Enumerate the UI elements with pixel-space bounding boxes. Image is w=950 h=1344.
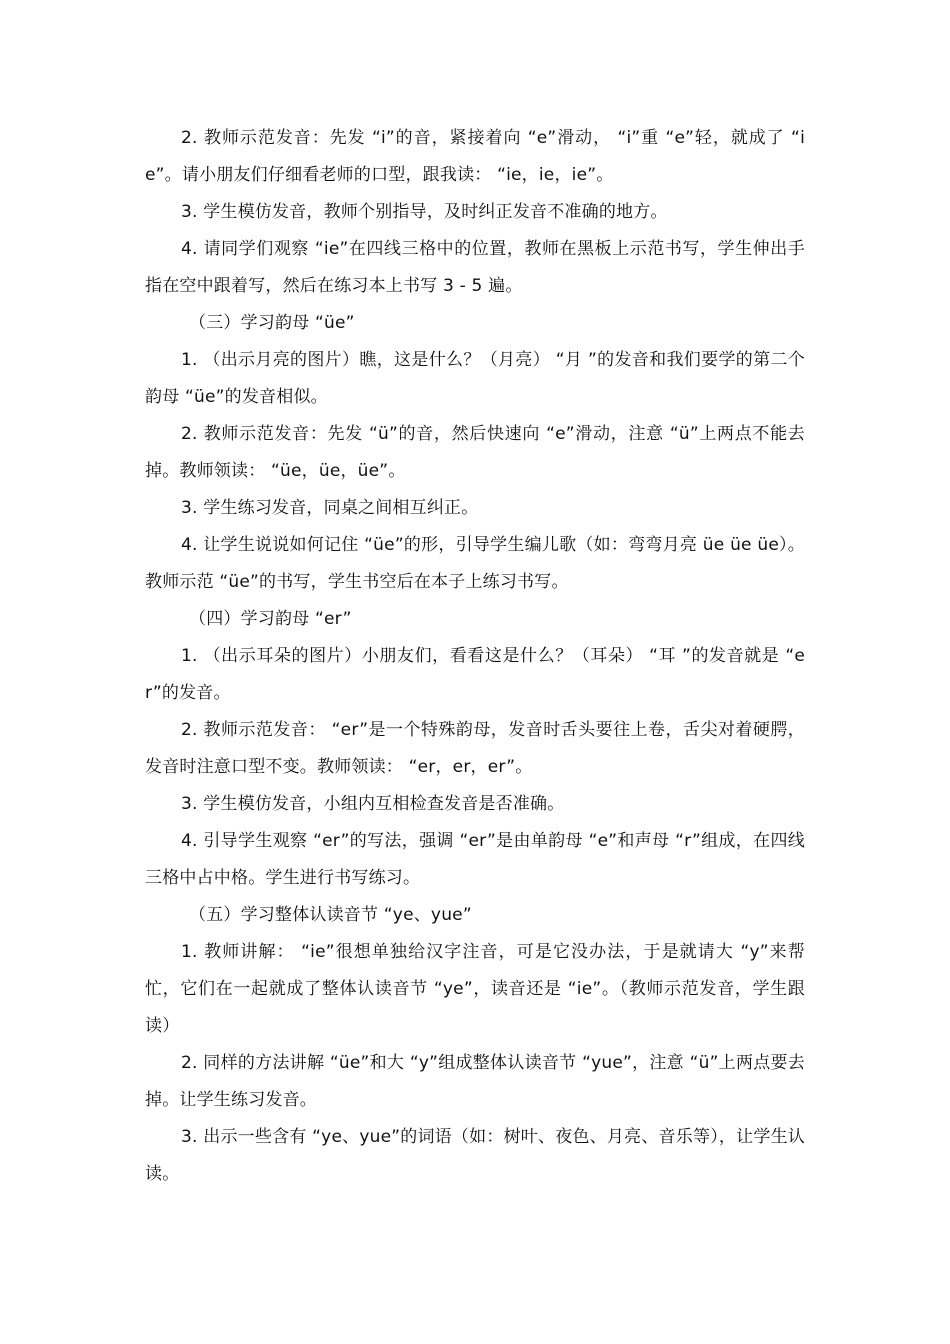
paragraph-ye-yue-step-3: 3. 出示一些含有 “ye、yue”的词语（如：树叶、夜色、月亮、音乐等），让学生认读。 bbox=[145, 1127, 805, 1184]
paragraph-er-step-4: 4. 引导学生观察 “er”的写法，强调 “er”是由单韵母 “e”和声母 “r”组成，在四线三格中占中格。学生进行书写练习。 bbox=[145, 831, 805, 888]
paragraph-ie-step-2: 2. 教师示范发音：先发 “i”的音，紧接着向 “e”滑动， “i”重 “e”轻，就成了 “ie”。请小朋友们仔细看老师的口型，跟我读： “ie，ie，ie”。 bbox=[145, 128, 805, 185]
section-heading-ue: （三）学习韵母 “üe” bbox=[189, 313, 355, 333]
paragraph-er-step-2: 2. 教师示范发音： “er”是一个特殊韵母，发音时舌头要往上卷，舌尖对着硬腭，发音时注意口型不变。教师领读： “er，er，er”。 bbox=[145, 720, 805, 777]
paragraph-ye-yue-step-1: 1. 教师讲解： “ie”很想单独给汉字注音，可是它没办法，于是就请大 “y”来帮忙，它们在一起就成了整体认读音节 “ye”，读音还是 “ie”。（教师示范发音，学生跟读） bbox=[145, 942, 805, 1036]
paragraph-er-step-1: 1. （出示耳朵的图片）小朋友们，看看这是什么？（耳朵） “耳 ”的发音就是 “er”的发音。 bbox=[145, 646, 805, 703]
paragraph-ye-yue-step-2: 2. 同样的方法讲解 “üe”和大 “y”组成整体认读音节 “yue”，注意 “ü”上两点要去掉。让学生练习发音。 bbox=[145, 1053, 805, 1110]
paragraph-ie-step-3: 3. 学生模仿发音，教师个别指导，及时纠正发音不准确的地方。 bbox=[181, 202, 668, 222]
paragraph-ue-step-2: 2. 教师示范发音：先发 “ü”的音，然后快速向 “e”滑动，注意 “ü”上两点不能去掉。教师领读： “üe，üe，üe”。 bbox=[145, 424, 805, 481]
paragraph-ue-step-1: 1. （出示月亮的图片）瞧，这是什么？（月亮） “月 ”的发音和我们要学的第二个韵母 “üe”的发音相似。 bbox=[145, 350, 805, 407]
document-body bbox=[145, 120, 805, 1193]
paragraph-ue-step-4: 4. 让学生说说如何记住 “üe”的形，引导学生编儿歌（如：弯弯月亮 üe üe üe）。教师示范 “üe”的书写，学生书空后在本子上练习书写。 bbox=[145, 535, 805, 592]
paragraph-ue-step-3: 3. 学生练习发音，同桌之间相互纠正。 bbox=[181, 498, 479, 518]
section-heading-ye-yue: （五）学习整体认读音节 “ye、yue” bbox=[189, 905, 472, 925]
paragraph-er-step-3: 3. 学生模仿发音，小组内互相检查发音是否准确。 bbox=[181, 794, 565, 814]
section-heading-er: （四）学习韵母 “er” bbox=[189, 609, 352, 629]
paragraph-ie-step-4: 4. 请同学们观察 “ie”在四线三格中的位置，教师在黑板上示范书写，学生伸出手指在空中跟着写，然后在练习本上书写 3 - 5 遍。 bbox=[145, 239, 805, 296]
